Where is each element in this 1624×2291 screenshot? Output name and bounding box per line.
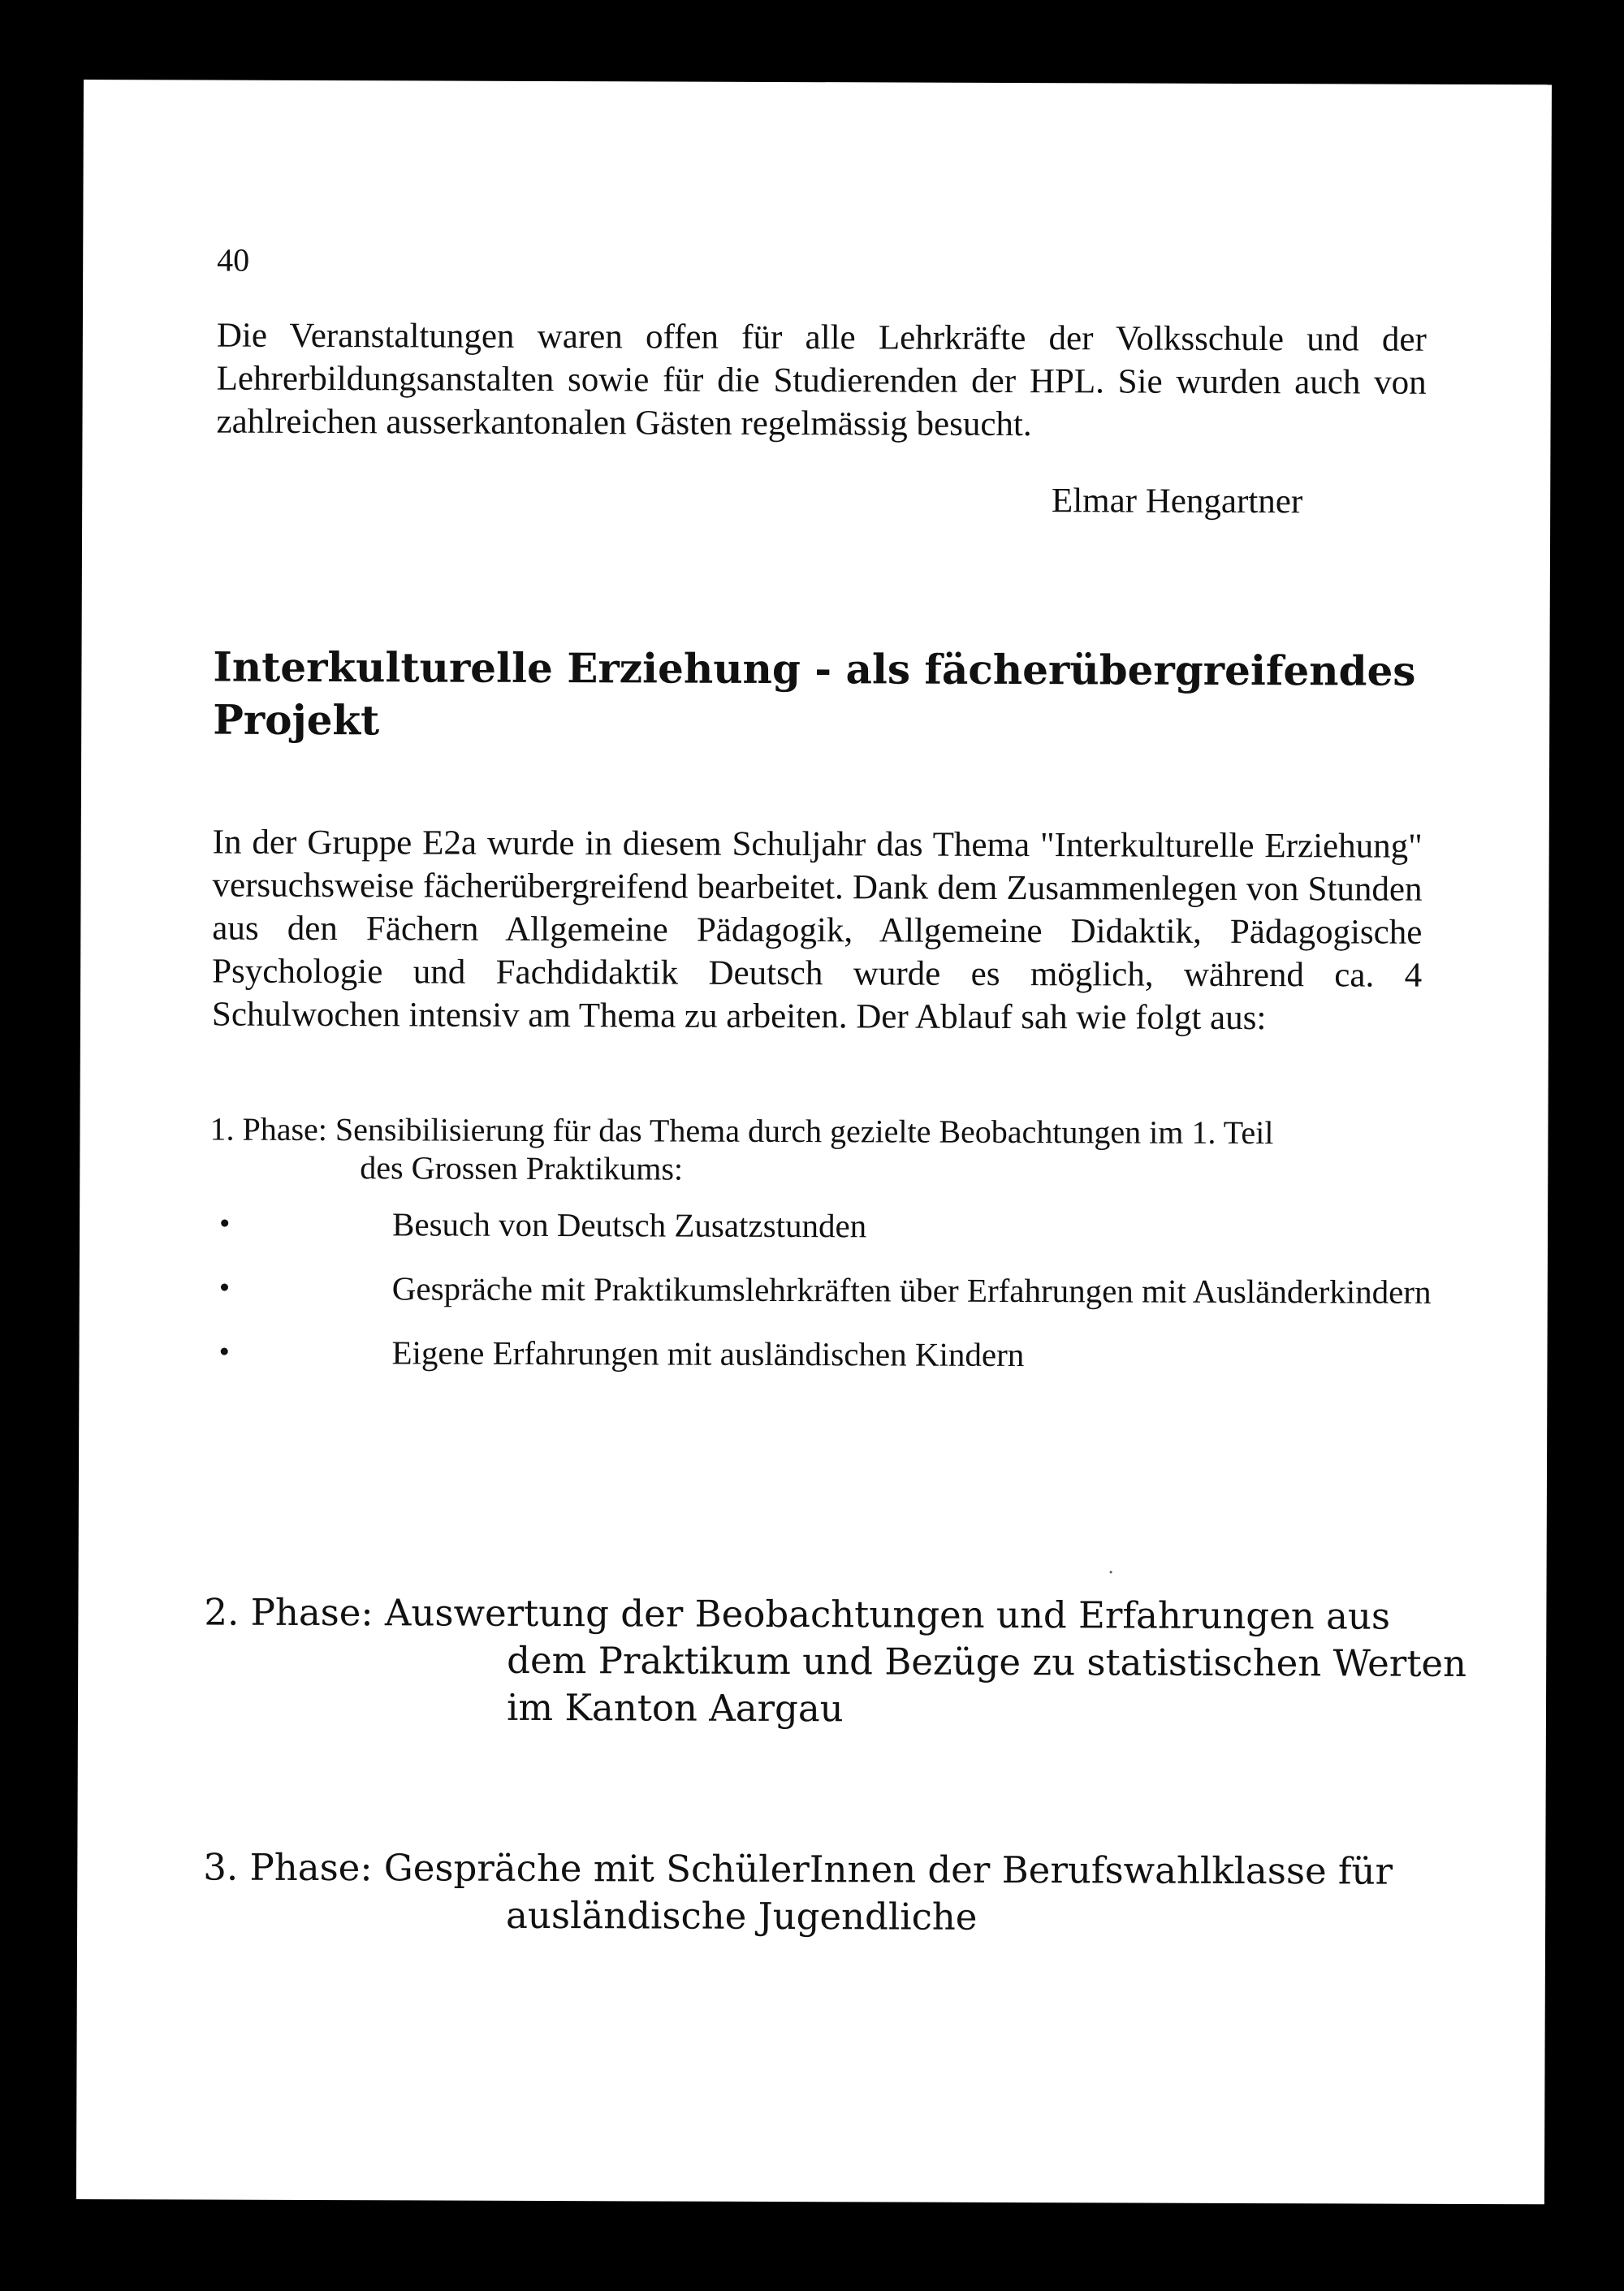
phase-2-label: 2. Phase: — [204, 1590, 374, 1635]
phase-1-bullet-list — [209, 1205, 1468, 1402]
phase-3-line1: Gespräche mit SchülerInnen der Berufswahlklasse für — [383, 1846, 1393, 1893]
phase-3-label: 3. Phase: — [203, 1845, 373, 1890]
bullet-icon: • — [218, 1270, 231, 1305]
phase-1-line2: des Grossen Praktikums: — [360, 1149, 684, 1187]
phase-3-line2: ausländische Jugendliche — [506, 1893, 978, 1939]
intro-paragraph: Die Veranstaltungen waren offen für alle Lehrkräfte der Volksschule und der Lehrerbildungsanstalten sowie für die Studierenden der HPL. Sie wurden auch von zahlreichen ausserkantonalen Gästen regelmässig besucht. — [216, 316, 1427, 444]
document-page — [76, 80, 1552, 2204]
bullet-icon: • — [218, 1334, 230, 1369]
phase-1 — [209, 1110, 1427, 1191]
phase-2-line3: im Kanton Aargau — [506, 1685, 844, 1731]
list-item-text: Eigene Erfahrungen mit ausländischen Kindern — [391, 1334, 1025, 1374]
scan-speck — [1110, 1571, 1112, 1573]
list-item — [209, 1269, 1468, 1311]
section-title: Interkulturelle Erziehung - als fächerübergreifendes Projekt — [213, 642, 1416, 745]
list-item — [209, 1205, 1468, 1247]
bullet-icon: • — [219, 1206, 231, 1241]
phase-3 — [203, 1844, 1502, 1943]
phase-2-line2: dem Praktikum und Bezüge zu statistischen Werten — [507, 1638, 1467, 1685]
list-item-text: Besuch von Deutsch Zusatzstunden — [392, 1205, 867, 1245]
phase-1-line1: Sensibilisierung für das Thema durch gezielte Beobachtungen im 1. Teil — [335, 1111, 1274, 1152]
phase-2 — [204, 1589, 1504, 1736]
author-signature: Elmar Hengartner — [1051, 482, 1303, 521]
page-number: 40 — [217, 241, 250, 279]
phase-2-line1: Auswertung der Beobachtungen und Erfahrungen aus — [384, 1591, 1391, 1638]
phase-1-label: 1. Phase: — [209, 1110, 328, 1148]
list-item — [209, 1334, 1467, 1375]
list-item-text: Gespräche mit Praktikumslehrkräften über Erfahrungen mit Ausländerkindern — [391, 1269, 1432, 1311]
section-body: In der Gruppe E2a wurde in diesem Schuljahr das Thema "Interkulturelle Erziehung" versuchsweise fächerübergreifend bearbeitet. Dank dem Zusammenlegen von Stunden aus den Fächern Allgemeine Pädagogik, Allgemeine Didaktik, Pädagogische Psychologie und Fachdidaktik Deutsch wurde es möglich, während ca. 4 Schulwochen intensiv am Thema zu arbeiten. Der Ablauf sah wie folgt aus: — [211, 823, 1423, 1038]
